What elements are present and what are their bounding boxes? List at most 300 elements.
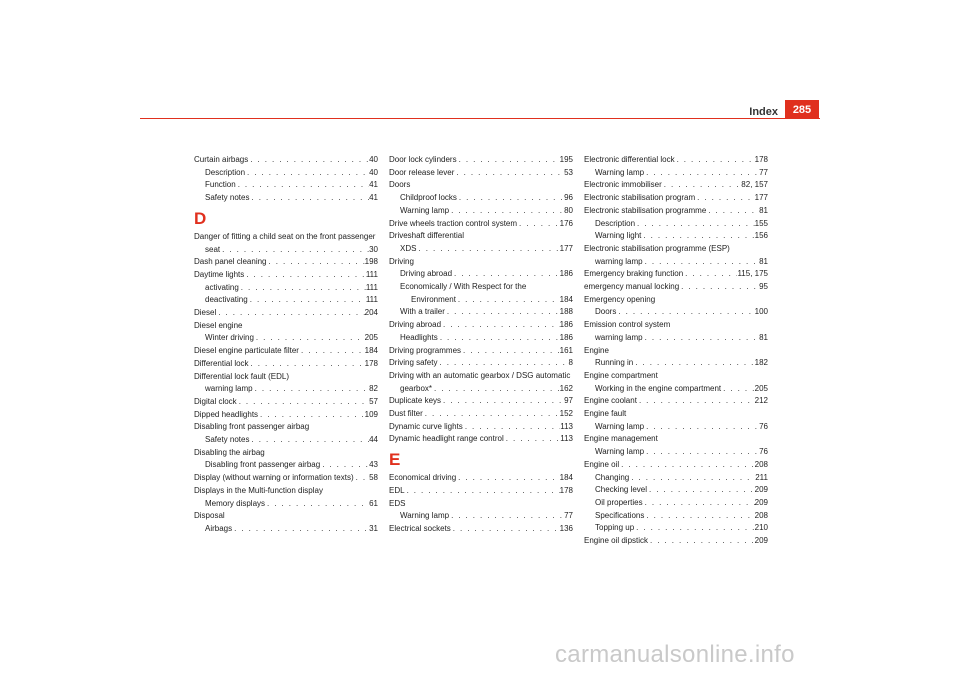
- entry-term: Engine coolant: [584, 396, 637, 406]
- index-subentry: [584, 497, 768, 510]
- entry-term: Memory displays: [205, 498, 266, 508]
- dot-leader: [517, 218, 560, 231]
- entry-term: Safety notes: [205, 435, 250, 445]
- index-subentry: [194, 459, 378, 472]
- dot-leader: [643, 332, 760, 345]
- index-heading: Displays in the Multi-function display: [194, 485, 323, 495]
- dot-leader: [249, 192, 369, 205]
- dot-leader: [695, 192, 754, 205]
- entry-term: Dynamic headlight range control: [389, 434, 504, 444]
- entry-term: activating: [205, 282, 239, 292]
- dot-leader: [679, 281, 759, 294]
- entry-continuation: [389, 383, 573, 396]
- entry-term: Disabling front passenger airbag: [205, 460, 321, 470]
- entry-term: Differential lock: [194, 358, 249, 368]
- index-subentry: [584, 218, 768, 231]
- page-ref: 115, 175: [737, 269, 768, 279]
- entry-term: Engine oil: [584, 459, 620, 469]
- header-rule: [140, 118, 820, 119]
- page-ref: 111: [365, 269, 378, 279]
- entry-term: Electrical sockets: [389, 523, 451, 533]
- index-subentry: [194, 434, 378, 447]
- index-entry: [389, 167, 573, 180]
- entry-term: Warning lamp: [595, 447, 645, 457]
- page-ref: 177: [754, 193, 768, 203]
- dot-leader: [644, 421, 759, 434]
- dot-leader: [438, 332, 560, 345]
- entry-term: Engine oil dipstick: [584, 536, 649, 546]
- index-subentry: [584, 510, 768, 523]
- entry-term: Driving with an automatic gearbox / DSG automatic: [389, 370, 571, 380]
- index-heading: Doors: [389, 180, 411, 190]
- page-ref: 61: [369, 498, 378, 508]
- index-entry: [194, 345, 378, 358]
- index-heading: Disposal: [194, 511, 225, 521]
- page-ref: 53: [564, 167, 573, 177]
- index-entry: [389, 472, 573, 485]
- page-ref: 136: [559, 523, 573, 533]
- entry-term: Working in the engine compartment: [595, 383, 722, 393]
- dot-leader: [463, 421, 560, 434]
- dot-leader: [634, 522, 754, 535]
- index-subentry: [584, 306, 768, 319]
- entry-term: Dipped headlights: [194, 409, 259, 419]
- entry-term: Warning lamp: [595, 421, 645, 431]
- index-entry: [194, 256, 378, 269]
- dot-leader: [644, 167, 759, 180]
- entry-term: Economical driving: [389, 473, 457, 483]
- index-subentry: [194, 282, 378, 295]
- entry-term: emergency manual locking: [584, 282, 680, 292]
- entry-term: Warning lamp: [400, 205, 450, 215]
- index-entry: [194, 269, 378, 282]
- entry-continuation: [584, 256, 768, 269]
- index-subentry: [389, 332, 573, 345]
- index-subentry: [584, 484, 768, 497]
- index-subentry: [584, 446, 768, 459]
- page-ref: 100: [754, 307, 768, 317]
- page-ref: 81: [759, 256, 768, 266]
- index-entry: [389, 421, 573, 434]
- entry-term: warning lamp: [595, 332, 643, 342]
- page-ref: 97: [564, 396, 573, 406]
- entry-term: warning lamp: [205, 384, 253, 394]
- entry-term: Drive wheels traction control system: [389, 218, 518, 228]
- dot-leader: [641, 230, 754, 243]
- entry-term: Electronic stabilisation programme (ESP): [584, 243, 730, 253]
- entry-term: Electronic stabilisation programme: [584, 205, 707, 215]
- dot-leader: [320, 459, 369, 472]
- dot-leader: [452, 268, 560, 281]
- dot-leader: [244, 269, 366, 282]
- dot-leader: [647, 484, 755, 497]
- dot-leader: [254, 332, 365, 345]
- page-ref: 186: [559, 320, 573, 330]
- page-ref: 41: [369, 193, 378, 203]
- dot-leader: [445, 306, 560, 319]
- entry-term: Driving programmes: [389, 345, 462, 355]
- page-ref: 176: [559, 218, 573, 228]
- entry-term: Duplicate keys: [389, 396, 442, 406]
- page-ref: 30: [369, 244, 378, 254]
- dot-leader: [644, 446, 759, 459]
- dot-leader: [633, 357, 754, 370]
- index-heading: Disabling front passenger airbag: [194, 422, 310, 432]
- index-entry: [194, 409, 378, 422]
- index-heading: Engine: [584, 345, 609, 355]
- index-heading: Disabling the airbag: [194, 447, 265, 457]
- page-ref: 111: [365, 295, 378, 305]
- index-entry: [194, 307, 378, 320]
- dot-leader: [637, 395, 755, 408]
- dot-leader: [416, 243, 559, 256]
- dot-leader: [629, 472, 755, 485]
- index-entry: [584, 281, 768, 294]
- page-ref: 155: [754, 218, 768, 228]
- dot-leader: [643, 256, 760, 269]
- index-entry: [389, 357, 573, 370]
- section-letter: D: [194, 208, 207, 228]
- entry-term: Diesel: [194, 308, 217, 318]
- dot-leader: [437, 357, 568, 370]
- entry-term-cont: seat: [205, 244, 221, 254]
- entry-term: Running in: [595, 358, 634, 368]
- dot-leader: [456, 294, 560, 307]
- dot-leader: [423, 408, 560, 421]
- index-subentry: [194, 332, 378, 345]
- index-subentry: [194, 192, 378, 205]
- index-entry: [584, 395, 768, 408]
- index-entry: [389, 408, 573, 421]
- index-subentry: [584, 167, 768, 180]
- index-entry: [584, 154, 768, 167]
- page-ref: 184: [559, 294, 573, 304]
- entry-term: Emergency braking function: [584, 269, 684, 279]
- page-ref: 178: [364, 358, 378, 368]
- dot-leader: [245, 167, 369, 180]
- dot-leader: [451, 523, 560, 536]
- dot-leader: [354, 472, 369, 485]
- index-subentry: [389, 268, 573, 281]
- page-ref: 182: [754, 358, 768, 368]
- page-ref: 162: [559, 383, 573, 393]
- page-ref: 204: [364, 308, 378, 318]
- entry-term: Airbags: [205, 523, 233, 533]
- index-column-3: [584, 154, 768, 548]
- page-ref: 109: [364, 409, 378, 419]
- index-entry-wrapped: [584, 243, 768, 268]
- index-subentry: [584, 383, 768, 396]
- dot-leader: [675, 154, 755, 167]
- index-subentry: [584, 472, 768, 485]
- dot-leader: [461, 345, 560, 358]
- dot-leader: [237, 396, 369, 409]
- index-entry: [194, 472, 378, 485]
- entry-term: Electronic differential lock: [584, 155, 675, 164]
- index-heading: Engine compartment: [584, 370, 658, 380]
- index-entry: [389, 485, 573, 498]
- entry-term: Oil properties: [595, 497, 643, 507]
- page-ref: 188: [559, 307, 573, 317]
- page-ref: 111: [365, 282, 378, 292]
- page-ref: 81: [759, 332, 768, 342]
- entry-term: Specifications: [595, 510, 645, 520]
- dot-leader: [405, 485, 560, 498]
- page-ref: 41: [369, 180, 378, 190]
- dot-leader: [232, 523, 369, 536]
- dot-leader: [220, 244, 369, 257]
- entry-term: Digital clock: [194, 396, 237, 406]
- dot-leader: [249, 434, 369, 447]
- dot-leader: [299, 345, 365, 358]
- page-ref: 58: [369, 473, 378, 483]
- index-heading: Emergency opening: [584, 294, 656, 304]
- index-subentry: [194, 523, 378, 536]
- dot-leader: [619, 459, 755, 472]
- entry-term: Dash panel cleaning: [194, 257, 267, 267]
- index-subentry: [584, 332, 768, 345]
- dot-leader: [456, 472, 560, 485]
- page-ref: 198: [364, 257, 378, 267]
- page-ref: 178: [559, 485, 573, 495]
- entry-term: Economically / With Respect for the: [400, 282, 527, 292]
- dot-leader: [267, 256, 365, 269]
- dot-leader: [248, 294, 366, 307]
- dot-leader: [706, 205, 759, 218]
- entry-term: Function: [205, 180, 236, 190]
- index-column-2: [389, 154, 573, 536]
- dot-leader: [249, 358, 365, 371]
- dot-leader: [504, 433, 561, 446]
- entry-term: Dynamic curve lights: [389, 421, 463, 431]
- entry-term: Electronic stabilisation program: [584, 193, 696, 203]
- page-ref: 76: [759, 447, 768, 457]
- entry-term: Display (without warning or information texts): [194, 473, 354, 483]
- dot-leader: [454, 167, 564, 180]
- page-ref: 80: [564, 205, 573, 215]
- index-subentry: [194, 383, 378, 396]
- page-ref: 95: [759, 282, 768, 292]
- index-subentry: [194, 167, 378, 180]
- entry-term-cont: Environment: [411, 294, 456, 304]
- entry-term: Warning lamp: [595, 167, 645, 177]
- index-subentry: [194, 294, 378, 307]
- page-ref: 178: [754, 155, 768, 164]
- page-ref: 77: [564, 511, 573, 521]
- page-ref: 186: [559, 269, 573, 279]
- section-letter: E: [389, 450, 401, 470]
- page-ref: 184: [364, 346, 378, 356]
- dot-leader: [236, 179, 369, 192]
- entry-term: With a trailer: [400, 307, 445, 317]
- page-ref: 195: [559, 155, 573, 164]
- entry-term-cont: gearbox*: [400, 383, 433, 393]
- index-entry: [389, 319, 573, 332]
- index-entry-wrapped: [389, 370, 573, 395]
- watermark: carmanualsonline.info: [555, 641, 795, 668]
- index-subentry: [194, 498, 378, 511]
- dot-leader: [648, 535, 755, 548]
- index-subentry: [584, 230, 768, 243]
- dot-leader: [258, 409, 365, 422]
- dot-leader: [432, 383, 560, 396]
- dot-leader: [635, 218, 755, 231]
- index-subentry: [389, 510, 573, 523]
- index-heading: Differential lock fault (EDL): [194, 371, 289, 381]
- dot-leader: [216, 307, 364, 320]
- entry-term: Door lock cylinders: [389, 155, 457, 164]
- page-ref: 31: [369, 523, 378, 533]
- index-entry-wrapped: [194, 231, 378, 256]
- entry-term: Curtain airbags: [194, 155, 249, 164]
- dot-leader: [457, 154, 560, 167]
- page-ref: 57: [369, 396, 378, 406]
- entry-term: Door release lever: [389, 167, 455, 177]
- entry-term: Electronic immobiliser: [584, 180, 662, 190]
- dot-leader: [239, 282, 366, 295]
- index-subentry: [194, 179, 378, 192]
- entry-continuation: [389, 294, 573, 307]
- dot-leader: [449, 205, 564, 218]
- index-heading: Engine management: [584, 434, 658, 444]
- index-entry: [584, 179, 768, 192]
- entry-term: Description: [205, 167, 246, 177]
- page-ref: 205: [364, 333, 378, 343]
- page-ref: 96: [564, 193, 573, 203]
- page-ref: 77: [759, 167, 768, 177]
- page-header-title: Index: [749, 106, 778, 118]
- entry-term: Checking level: [595, 485, 648, 495]
- page-ref: 211: [755, 472, 768, 482]
- page-ref: 82: [369, 384, 378, 394]
- index-entry: [389, 154, 573, 167]
- index-subentry: [584, 421, 768, 434]
- page-ref: 209: [754, 485, 768, 495]
- index-subentry: [389, 192, 573, 205]
- entry-term: Warning light: [595, 231, 642, 241]
- index-entry: [584, 192, 768, 205]
- index-entry: [584, 268, 768, 281]
- entry-term: Driving abroad: [389, 320, 442, 330]
- entry-term: Diesel engine particulate filter: [194, 346, 299, 356]
- index-heading: Engine fault: [584, 409, 627, 419]
- page-ref: 8: [568, 358, 573, 368]
- dot-leader: [441, 395, 564, 408]
- index-heading: EDS: [389, 498, 406, 508]
- index-entry: [584, 459, 768, 472]
- entry-term: Doors: [595, 307, 617, 317]
- entry-term: EDL: [389, 485, 405, 495]
- index-entry: [389, 433, 573, 446]
- index-entry: [584, 535, 768, 548]
- index-entry: [389, 395, 573, 408]
- page-ref: 40: [369, 167, 378, 177]
- page-ref: 205: [754, 383, 768, 393]
- index-heading: Driveshaft differential: [389, 231, 464, 241]
- index-entry: [389, 345, 573, 358]
- entry-term: Driving safety: [389, 358, 438, 368]
- entry-term: Daytime lights: [194, 269, 245, 279]
- page-ref: 152: [559, 409, 573, 419]
- page-ref: 210: [754, 523, 768, 533]
- page-ref: 177: [559, 243, 573, 253]
- entry-term: deactivating: [205, 295, 248, 305]
- index-entry: [194, 358, 378, 371]
- index-column-1: [194, 154, 378, 536]
- entry-continuation: [194, 244, 378, 257]
- dot-leader: [253, 383, 370, 396]
- dot-leader: [683, 268, 737, 281]
- dot-leader: [441, 319, 560, 332]
- page-ref: 212: [754, 396, 768, 406]
- dot-leader: [644, 510, 754, 523]
- index-entry: [194, 396, 378, 409]
- page-ref: 208: [754, 510, 768, 520]
- entry-term: XDS: [400, 243, 417, 253]
- page-ref: 184: [559, 473, 573, 483]
- index-subentry: [389, 205, 573, 218]
- dot-leader: [248, 154, 369, 167]
- dot-leader: [616, 306, 754, 319]
- index-subentry: [389, 306, 573, 319]
- index-entry: [389, 218, 573, 231]
- page-ref: 209: [754, 497, 768, 507]
- dot-leader: [643, 497, 755, 510]
- entry-term: Warning lamp: [400, 511, 450, 521]
- index-heading: Diesel engine: [194, 320, 243, 330]
- entry-term: Winter driving: [205, 333, 254, 343]
- dot-leader: [721, 383, 755, 396]
- page-ref: 113: [560, 421, 573, 431]
- index-entry: [389, 523, 573, 536]
- page-ref: 186: [559, 332, 573, 342]
- entry-term: Dust filter: [389, 409, 423, 419]
- page-ref: 44: [369, 435, 378, 445]
- page-number: 285: [792, 104, 812, 116]
- index-entry: [194, 154, 378, 167]
- index-heading: Emission control system: [584, 320, 671, 330]
- entry-term: Danger of fitting a child seat on the front passenger: [194, 231, 376, 241]
- page-ref: 43: [369, 460, 378, 470]
- page-ref: 209: [754, 536, 768, 546]
- index-subentry: [584, 357, 768, 370]
- index-subentry: [389, 243, 573, 256]
- dot-leader: [265, 498, 369, 511]
- entry-term-cont: warning lamp: [595, 256, 643, 266]
- page-ref: 208: [754, 459, 768, 469]
- page-ref: 161: [559, 345, 573, 355]
- entry-term: Topping up: [595, 523, 635, 533]
- entry-term: Childproof locks: [400, 193, 457, 203]
- page-ref: 40: [369, 155, 378, 164]
- page-ref: 82, 157: [741, 180, 768, 190]
- entry-term: Description: [595, 218, 636, 228]
- entry-term: Headlights: [400, 332, 438, 342]
- entry-term: Changing: [595, 472, 630, 482]
- dot-leader: [457, 192, 564, 205]
- dot-leader: [449, 510, 564, 523]
- index-entry: [584, 205, 768, 218]
- entry-term: Safety notes: [205, 193, 250, 203]
- index-heading: Driving: [389, 256, 414, 266]
- dot-leader: [662, 179, 742, 192]
- entry-term: Driving abroad: [400, 269, 453, 279]
- page-ref: 156: [754, 231, 768, 241]
- index-subentry: [584, 522, 768, 535]
- index-entry-wrapped: [389, 281, 573, 306]
- page-ref: 76: [759, 421, 768, 431]
- page-ref: 113: [560, 434, 573, 444]
